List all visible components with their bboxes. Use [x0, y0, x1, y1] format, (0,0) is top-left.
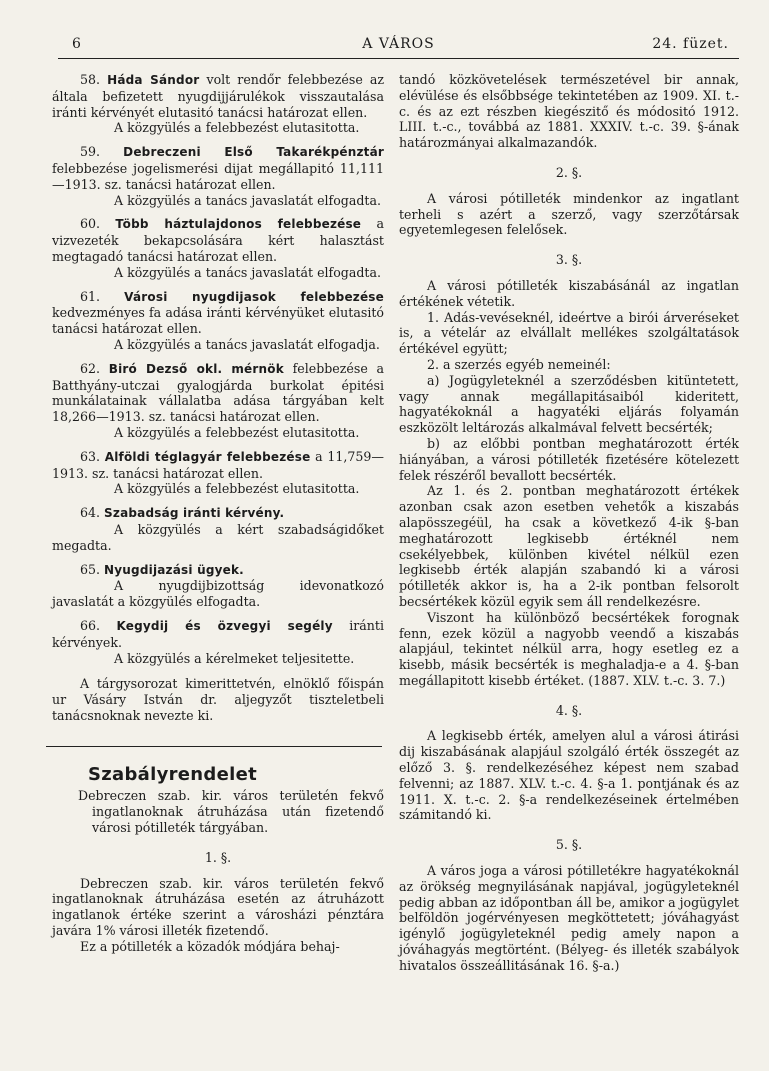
item-number: 58.	[80, 72, 101, 87]
item-text: felebbezése jogelismerési dijat megállapitó 11,111—1913. sz. tanácsi határozat ellen.	[52, 160, 384, 192]
item-number: 64.	[80, 505, 101, 521]
section-3-point-1: 1. Adás-vevéseknél, ideértve a birói árveréseket is, a vételár az elvállalt mellékes szolgáltatások értékével együtt;	[399, 309, 739, 357]
item-number: 65.	[80, 561, 101, 577]
continued-paragraph: tandó közkövetelések természetével bir annak, elévülése és elsőbbsége tekintetében az 1909. XI. t.-c. és az ezt részben kiegészitő és módositó 1912. LIII. t.-c., továbbá az 1881. XXXIV. t.-c. 39. §-ának határozmányai alkalmazandók.	[399, 72, 739, 151]
section-3-point-2a: a) Jogügyleteknél a szerződésben kitüntetett, vagy annak megállapitásaiból kideritett, hagyatékoknál a hagyatéki eljárás folyamán eszközölt leltározás alkalmával felvett becsérték;	[399, 372, 739, 436]
agenda-item	[52, 216, 384, 264]
item-text: felebbezése a Batthyány-utczai gyalogjárda burkolat épitési munkálatainak vállalatba adása tárgyában kelt 18,266—1913. sz. tanácsi határozat ellen.	[52, 360, 384, 425]
section-4-paragraph: A legkisebb érték, amelyen alul a városi átirási dij kiszabásának alapjául szolgáló érték összegét az előző 3. §. rendelkezéséhez képest nem szabad felvenni; az 1887. XLV. t.-c. 4. §-a 1. pontjának és az 1911. X. t.-c. 2. §-a rendelkezéseinek értelmében számitandó ki.	[399, 728, 739, 823]
item-heading: Nyugdijazási ügyek.	[104, 562, 244, 577]
item-heading: Debreczeni Első Takarékpénztár	[123, 145, 384, 160]
right-column	[399, 72, 739, 974]
section-1-heading: 1. §.	[204, 849, 232, 865]
regulation-title: Szabályrendelet	[88, 763, 257, 785]
section-3-point-2: 2. a szerzés egyéb nemeinél:	[427, 356, 611, 372]
item-text: a 11,759—1913. sz. tanácsi határozat ellen.	[52, 448, 384, 481]
item-heading: Biró Dezső okl. mérnök	[108, 361, 284, 376]
section-3-paragraph-estimates: Viszont ha különböző becsértékek forognak fenn, ezek közül a nagyobb veendő a kiszabás alapjául, tekintet nélkül arra, hogy esetleg ez a kisebb, másik becsérték is meghaladja-e a 4. §-ban megállapitott kisebb értéket. (1887. XLV. t.-c. 3. 7.)	[399, 609, 739, 688]
agenda-item	[52, 361, 384, 425]
agenda-item	[52, 144, 384, 192]
left-column	[52, 72, 384, 955]
issue-number: 24. füzet.	[652, 36, 729, 52]
section-1-paragraph: Debreczen szab. kir. város területén fekvő ingatlanoknak átruházása esetén az átruházott ingatlanok értéke szerint a városházi pénztára javára 1% városi illeték fizetendő.	[52, 875, 384, 939]
item-resolution: A közgyülés a kérelmeket teljesitette.	[114, 650, 355, 666]
section-1-paragraph-2: Ez a pótilleték a közadók módjára behaj-	[80, 938, 340, 954]
agenda-item	[52, 72, 384, 120]
agenda-item	[52, 449, 384, 482]
item-resolution: A nyugdijbizottság idevonatkozó javaslatát a közgyülés elfogadta.	[52, 578, 384, 610]
item-heading: Alföldi téglagyár felebbezése	[104, 449, 311, 464]
agenda-item	[52, 562, 384, 579]
agenda-item	[52, 618, 384, 651]
item-text: volt rendőr felebbezése az általa befizetett nyugdijjárulékok visszautalása iránti kérvényét elutasitó tanácsi határozat ellen.	[52, 72, 384, 120]
section-3-point-2b: b) az előbbi pontban meghatározott érték hiányában, a városi pótilleték fizetésére kötelezett felek részéről bevallott becsérték.	[399, 435, 739, 483]
section-5-paragraph: A város joga a városi pótilletékre hagyatékoknál az örökség megnyilásának napjával, jogügyleteknél pedig abban az időpontban áll be, amikor a jogügylet belföldön jogérvényesen megköttetett; jóváhagyást igénylő jogügyleteknél pedig amely napon a jóváhagyás megtörtént. (Bélyeg- és illeték szabályok hivatalos összeállitásának 16. §-a.)	[399, 863, 739, 973]
section-2-paragraph: A városi pótilleték mindenkor az ingatlant terheli s azért a szerző, vagy szerzőtársak egyetemlegesen felelősek.	[399, 190, 739, 238]
header-rule	[58, 58, 739, 59]
agenda-item	[52, 505, 384, 522]
item-number: 63.	[80, 448, 101, 464]
item-text: iránti kérvények.	[52, 617, 384, 650]
section-3-paragraph: A városi pótilleték kiszabásánál az ingatlan értékének vétetik.	[399, 277, 739, 309]
journal-title: A VÁROS	[362, 36, 435, 52]
item-number: 59.	[80, 144, 101, 160]
item-heading: Szabadság iránti kérvény.	[104, 506, 285, 521]
section-divider	[46, 746, 382, 747]
item-number: 60.	[80, 216, 101, 232]
page-header	[58, 36, 739, 58]
item-number: 61.	[80, 288, 101, 304]
section-2-heading: 2. §.	[555, 164, 583, 180]
agenda-item	[52, 289, 384, 337]
item-heading: Több háztulajdonos felebbezése	[115, 217, 362, 232]
regulation-subtitle: Debreczen szab. kir. város területén fekvő ingatlanoknak átruházása után fizetendő városi pótilleték tárgyában.	[78, 788, 384, 836]
item-resolution: A közgyülés a felebbezést elutasitotta.	[114, 120, 360, 136]
agenda-items	[52, 72, 384, 666]
item-resolution: A közgyülés a kért szabadságidőket megadta.	[52, 521, 384, 553]
item-resolution: A közgyülés a tanács javaslatát elfogadta.	[114, 264, 381, 280]
page-number: 6	[72, 36, 82, 52]
item-resolution: A közgyülés a felebbezést elutasitotta.	[114, 481, 360, 497]
item-text: a vizvezeték bekapcsolására kért halasztást megtagadó tanácsi határozat ellen.	[52, 216, 384, 264]
item-heading: Háda Sándor	[107, 73, 200, 87]
item-number: 66.	[80, 617, 101, 633]
item-resolution: A közgyülés a felebbezést elutasitotta.	[114, 424, 360, 440]
section-5-heading: 5. §.	[555, 837, 583, 853]
item-heading: Kegydij és özvegyi segély	[116, 618, 333, 633]
item-number: 62.	[80, 360, 101, 376]
section-3-heading: 3. §.	[555, 252, 583, 268]
section-4-heading: 4. §.	[555, 702, 583, 718]
item-text: kedvezményes fa adása iránti kérvényüket elutasitó tanácsi határozat ellen.	[52, 305, 384, 337]
closing-paragraph: A tárgysorozat kimerittetvén, elnöklő főispán ur Vásáry István dr. aljegyzőt tiszteletbeli tanácsnoknak nevezte ki.	[52, 676, 384, 723]
section-3-paragraph-values: Az 1. és 2. pontban meghatározott értékek azonban csak azon esetben vehetők a kiszabás alapösszegéül, ha csak a következő 4-ik §-ban meghatározott legkisebb értéknél nem csekélyebbek, különben kivétel nélkül ezen legkisebb érték alapján szabandó ki a városi pótilleték akkor is, ha a 2-ik pontban felsorolt becsértékek közül egyik sem áll rendelkezésre.	[399, 483, 739, 609]
item-heading: Városi nyugdijasok felebbezése	[124, 289, 384, 304]
item-resolution: A közgyülés a tanács javaslatát elfogadja.	[114, 336, 380, 352]
item-resolution: A közgyülés a tanács javaslatát elfogadta.	[114, 192, 381, 208]
